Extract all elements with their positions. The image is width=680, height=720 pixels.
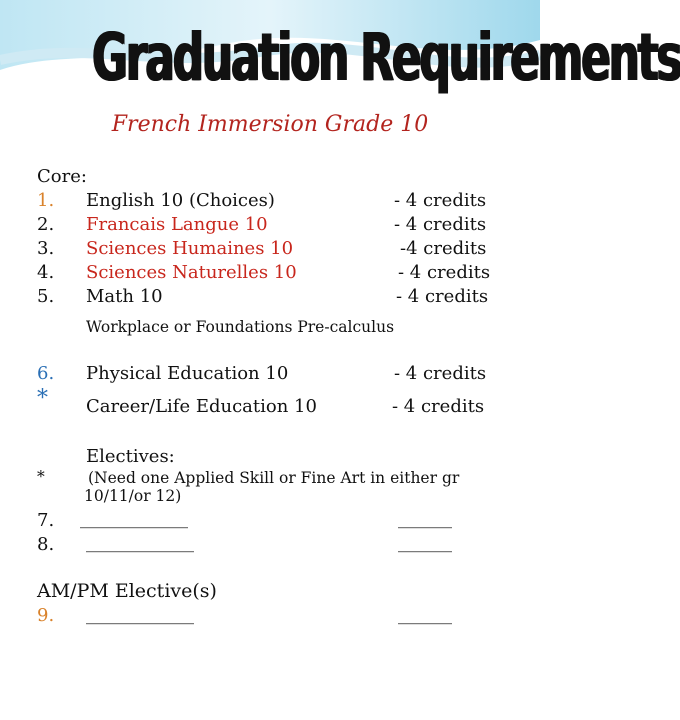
core-item-credits: - 4 credits [394, 190, 487, 211]
elective-blank-credits: ______ [398, 508, 452, 529]
electives-heading: Electives: [86, 446, 175, 467]
core-item-number: 2. [37, 214, 55, 235]
ampm-heading: AM/PM Elective(s) [37, 580, 217, 602]
core-item-number: 4. [37, 262, 55, 283]
elective-blank-course: ____________ [86, 532, 194, 553]
math-pathway-note: Workplace or Foundations Pre-calculus [86, 318, 395, 336]
core-item-label: Sciences Naturelles 10 [86, 262, 297, 283]
elective-row-number: 8. [37, 534, 55, 555]
electives-note-marker: * [37, 468, 45, 486]
core-item-label: Math 10 [86, 286, 163, 307]
electives-note: (Need one Applied Skill or Fine Art in either gr [88, 469, 460, 487]
ampm-row-number: 9. [37, 605, 55, 626]
other-item-credits: - 4 credits [394, 363, 487, 384]
core-item-credits: -4 credits [400, 238, 487, 259]
ampm-blank-credits: ______ [398, 604, 452, 625]
core-item-credits: - 4 credits [394, 214, 487, 235]
other-item-marker: * [37, 386, 48, 411]
core-item-label: English 10 (Choices) [86, 190, 275, 211]
core-item-label: Sciences Humaines 10 [86, 238, 294, 259]
core-item-credits: - 4 credits [396, 286, 489, 307]
ampm-blank-course: ____________ [86, 604, 194, 625]
core-item-credits: - 4 credits [398, 262, 491, 283]
core-item-number: 3. [37, 238, 55, 259]
core-item-number: 1. [37, 190, 55, 211]
other-item-credits: - 4 credits [392, 396, 485, 417]
page-title: Graduation Requirements [91, 19, 680, 96]
elective-blank-credits: ______ [398, 532, 452, 553]
other-item-label: Career/Life Education 10 [86, 396, 317, 417]
core-heading: Core: [37, 166, 87, 187]
core-item-number: 5. [37, 286, 55, 307]
core-item-label: Francais Langue 10 [86, 214, 268, 235]
other-item-label: Physical Education 10 [86, 363, 289, 384]
other-item-number: 6. [37, 363, 55, 384]
elective-blank-course: ____________ [80, 508, 188, 529]
electives-note-line2: 10/11/or 12) [84, 487, 182, 505]
page-subtitle: French Immersion Grade 10 [111, 112, 429, 137]
elective-row-number: 7. [37, 510, 55, 531]
